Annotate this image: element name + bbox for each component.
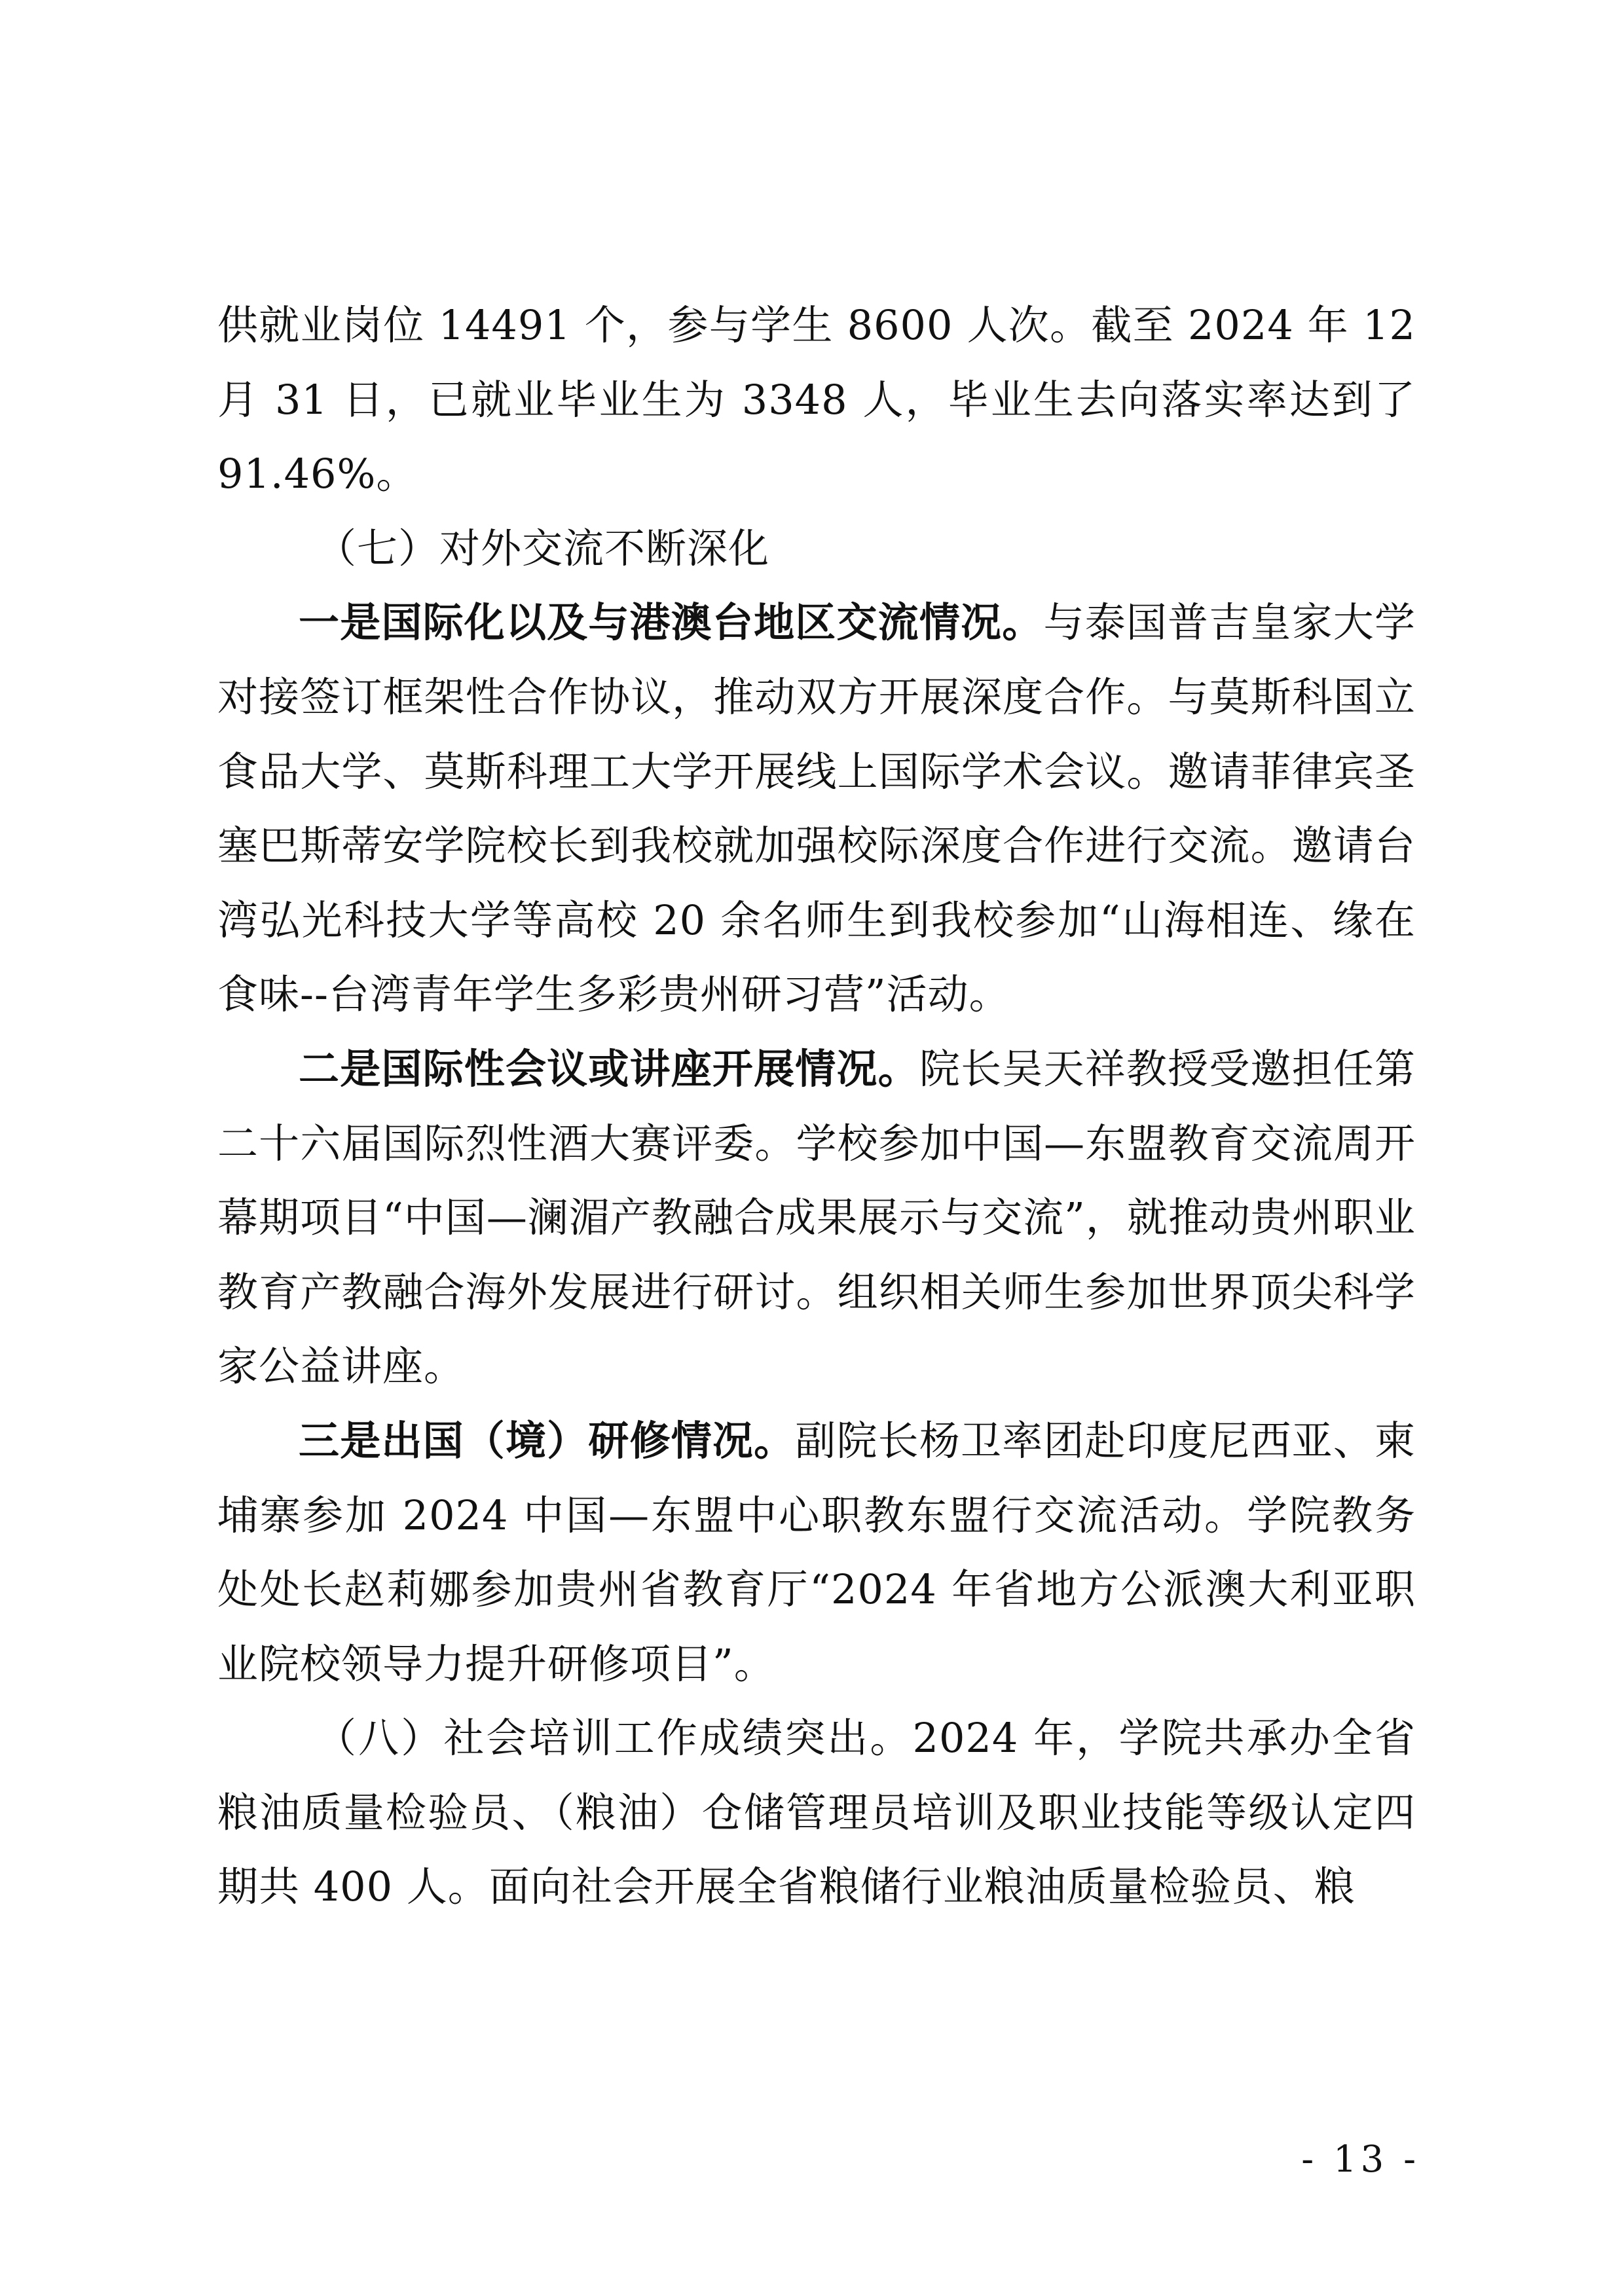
paragraph-international-exchange <box>217 585 1416 1032</box>
section-heading-exchange-text: （七）对外交流不断深化 <box>316 524 770 572</box>
paragraph-employment-text: 供就业岗位 14491 个，参与学生 8600 人次。截至 2024 年 12 月 31 日，已就业毕业生为 3348 人，毕业生去向落实率达到了 91.46%。 <box>217 301 1416 498</box>
paragraph-international-conferences-lead: 二是国际性会议或讲座开展情况。 <box>299 1044 919 1093</box>
section-heading-exchange <box>217 511 1416 586</box>
paragraph-international-exchange-text: 与泰国普吉皇家大学对接签订框架性合作协议，推动双方开展深度合作。与莫斯科国立食品大学、莫斯科理工大学开展线上国际学术会议。邀请菲律宾圣塞巴斯蒂安学院校长到我校就加强校际深度合作进行交流。邀请台湾弘光科技大学等高校 20 余名师生到我校参加“山海相连、缘在食味--台湾青年学生多彩贵州研习营”活动。 <box>217 598 1416 1019</box>
body-text <box>217 288 1416 1924</box>
paragraph-employment <box>217 288 1416 511</box>
paragraph-overseas-training-text: 副院长杨卫率团赴印度尼西亚、柬埔寨参加 2024 中国—东盟中心职教东盟行交流活动。学院教务处处长赵莉娜参加贵州省教育厅“2024 年省地方公派澳大利亚职业院校领导力提升研修项目”。 <box>217 1416 1416 1688</box>
paragraph-overseas-training-lead: 三是出国（境）研修情况。 <box>299 1416 796 1465</box>
paragraph-international-conferences <box>217 1032 1416 1404</box>
page-number: - 13 - <box>1301 2138 1420 2181</box>
paragraph-international-conferences-text: 院长吴天祥教授受邀担任第二十六届国际烈性酒大赛评委。学校参加中国—东盟教育交流周开幕期项目“中国—澜湄产教融合成果展示与交流”，就推动贵州职业教育产教融合海外发展进行研讨。组织相关师生参加世界顶尖科学家公益讲座。 <box>217 1044 1416 1391</box>
paragraph-social-training <box>217 1701 1416 1924</box>
paragraph-social-training-text: （八）社会培训工作成绩突出。2024 年，学院共承办全省粮油质量检验员、（粮油）仓储管理员培训及职业技能等级认定四期共 400 人。面向社会开展全省粮储行业粮油质量检验员、粮 <box>217 1714 1416 1911</box>
paragraph-international-exchange-lead: 一是国际化以及与港澳台地区交流情况。 <box>299 598 1044 647</box>
paragraph-overseas-training <box>217 1404 1416 1701</box>
